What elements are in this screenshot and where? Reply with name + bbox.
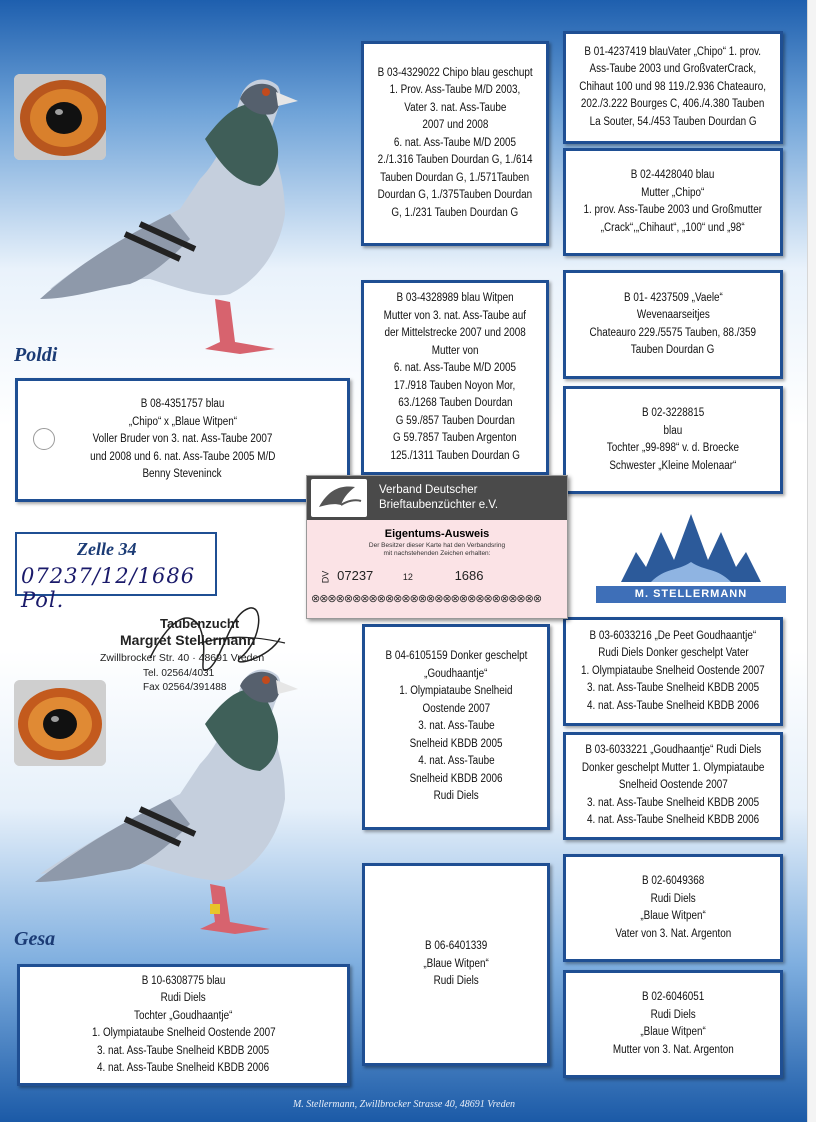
box-line: Voller Bruder von 3. nat. Ass-Taube 2007	[92, 433, 273, 446]
gesa-name: Gesa	[14, 928, 56, 950]
box-line: Mutter von 3. Nat. Argenton	[612, 1043, 734, 1056]
box-line: 3. nat. Ass-Taube Snelheid KBDB 2005	[97, 1044, 270, 1057]
box-line: 3. nat. Ass-Taube Snelheid KBDB 2005	[586, 796, 760, 809]
box-line: 6. nat. Ass-Taube M/D 2005	[393, 136, 517, 149]
box-line: blau	[663, 424, 683, 437]
box-line: Wevenaarseitjes	[636, 309, 710, 321]
stamp-line-2: Margret Stellermann	[120, 632, 256, 648]
box-line: B 06-6401339	[424, 940, 488, 953]
box-line: „Chipo“ x „Blaue Witpen“	[128, 415, 237, 428]
poldi-pigeon-illustration	[30, 74, 320, 364]
box-line: B 03-6033221 „Goudhaantje“ Rudi Diels	[585, 744, 761, 757]
box-line: „Crack“,„Chihaut“, „100“ und „98“	[600, 221, 745, 234]
gesa-pigeon-illustration	[30, 664, 320, 944]
poldi-name: Poldi	[14, 344, 58, 366]
card-org-name	[379, 483, 498, 513]
gesa-dam-box	[362, 863, 550, 1066]
box-line: Donker geschelpt Mutter 1. Olympiataube	[581, 761, 765, 774]
box-line: 17./918 Tauben Noyon Mor,	[394, 379, 516, 392]
grandparent-box-5	[563, 617, 783, 726]
box-line: Mutter von 3. nat. Ass-Taube auf	[383, 309, 527, 322]
card-org-line-1: Verband Deutscher	[379, 484, 478, 496]
box-line: 1. prov. Ass-Taube 2003 und Großmutter	[583, 204, 763, 216]
footer-address	[0, 1098, 808, 1122]
box-line: Vater von 3. Nat. Argenton	[615, 927, 731, 940]
cell-box	[15, 532, 217, 612]
gesa-sire-box	[362, 624, 550, 830]
poldi-main-box	[15, 378, 350, 502]
card-ring-year: 12	[402, 572, 413, 582]
box-line: G 59./857 Tauben Dourdan	[395, 414, 515, 427]
card-ring-number	[319, 568, 483, 583]
grandparent-box-6	[563, 732, 783, 840]
box-line: „Blaue Witpen“	[640, 1026, 706, 1038]
stamp-line-4: Tel. 02564/4031	[143, 668, 215, 679]
box-line: Snelheid Oostende 2007	[618, 779, 728, 792]
box-line: Tauben Dourdan G, 1./571Tauben	[380, 171, 530, 184]
box-line: Rudi Diels	[650, 1008, 696, 1021]
box-line: B 02-6046051	[641, 991, 705, 1003]
grandparent-box-7	[563, 854, 783, 962]
box-line: Snelheid KBDB 2005	[409, 737, 503, 750]
handwritten-ring-number: 07237/12/1686 Pol.	[21, 564, 196, 612]
grandparent-box-3	[563, 270, 783, 379]
box-line: Tochter „Goudhaantje“	[134, 1009, 233, 1022]
box-line: B 04-6105159 Donker geschelpt	[385, 650, 527, 663]
box-line: Rudi Diels Donker geschelpt Vater	[597, 647, 749, 660]
box-line: Schwester „Kleine Molenaar“	[609, 459, 737, 472]
box-line: Rudi Diels	[160, 992, 207, 1004]
box-line: B 03-4329022 Chipo blau geschupt	[377, 66, 533, 79]
box-line: B 01-4237419 blauVater „Chipo“ 1. prov.	[584, 45, 762, 58]
box-line: Tauben Dourdan G	[631, 344, 715, 356]
box-line: 2007 und 2008	[421, 119, 489, 132]
grandparent-box-4	[563, 386, 783, 494]
punch-hole	[33, 428, 55, 450]
grandparent-box-8	[563, 970, 783, 1078]
card-ring-club-number: 07237	[337, 568, 374, 583]
box-line: Rudi Diels	[433, 790, 479, 803]
box-line: 4. nat. Ass-Taube	[417, 755, 495, 768]
box-line: 1. Olympiataube Snelheid Oostende 2007	[581, 664, 765, 677]
card-subtitle-line-1: Der Besitzer dieser Karte hat den Verbandsring	[368, 542, 506, 549]
card-ring-prefix: DV	[320, 570, 331, 584]
card-subtitle-line-2: mit nachstehenden Zeichen erhalten:	[383, 550, 491, 557]
card-subtitle	[307, 542, 567, 558]
box-line: Chihaut 100 und 98 119./2.936 Chateauro,	[579, 80, 767, 93]
box-line: B 03-6033216 „De Peet Goudhaantje“	[589, 629, 757, 642]
box-line: Mutter „Chipo“	[641, 186, 705, 199]
box-line: Vater 3. nat. Ass-Taube	[403, 101, 507, 114]
box-line: 4. nat. Ass-Taube Snelheid KBDB 2006	[97, 1062, 270, 1074]
stamp-line-3: Zwillbrocker Str. 40 · 48691 Vreden	[100, 652, 265, 664]
box-line: Rudi Diels	[650, 892, 696, 905]
box-line: Chateauro 229./5575 Tauben, 88./359	[589, 326, 757, 339]
box-line: 202./3.222 Bourges C, 406./4.380 Tauben	[581, 98, 765, 111]
card-security-pattern: ⊗⊗⊗⊗⊗⊗⊗⊗⊗⊗⊗⊗⊗⊗⊗⊗⊗⊗⊗⊗⊗⊗⊗⊗⊗⊗⊗⊗	[311, 593, 542, 605]
box-line: 1. Prov. Ass-Taube M/D 2003,	[389, 84, 521, 97]
poldi-sire-box	[361, 41, 549, 246]
stamp-line-5: Fax 02564/391488	[143, 682, 227, 693]
box-line: B 10-6308775 blau	[141, 974, 226, 987]
stamp-line-1: Taubenzucht	[160, 616, 240, 631]
box-line: Tochter „99-898“ v. d. Broecke	[606, 442, 740, 454]
box-line: „Blaue Witpen“	[423, 957, 489, 970]
box-line: Dourdan G, 1./375Tauben Dourdan	[377, 189, 533, 202]
box-line: 3. nat. Ass-Taube	[417, 720, 495, 733]
box-line: 125./1311 Tauben Dourdan G	[390, 449, 520, 462]
box-line: B 08-4351757 blau	[140, 398, 225, 411]
box-line: B 02-3228815	[641, 407, 705, 419]
box-line: 1. Olympiataube Snelheid	[399, 685, 513, 698]
box-line: Benny Steveninck	[142, 468, 223, 481]
box-line: Mutter von	[431, 344, 479, 357]
box-line: B 03-4328989 blau Witpen	[396, 292, 514, 304]
box-line: B 02-4428040 blau	[631, 169, 715, 181]
box-line: „Goudhaantje“	[424, 667, 488, 680]
box-line: Ass-Taube 2003 und GroßvaterCrack,	[589, 63, 757, 76]
box-line: G, 1./231 Tauben Dourdan G	[391, 206, 519, 219]
box-line: 2./1.316 Tauben Dourdan G, 1./614	[377, 154, 533, 167]
box-line: B 02-6049368	[641, 875, 705, 887]
card-ring-serial: 1686	[454, 568, 484, 583]
box-line: B 01- 4237509 „Vaele“	[623, 291, 723, 304]
logo-text: M. STELLERMANN	[596, 586, 786, 603]
box-line: „Blaue Witpen“	[640, 910, 706, 922]
card-title: Eigentums-Ausweis	[384, 528, 490, 540]
grandparent-box-1	[563, 31, 783, 144]
page-edge	[807, 0, 816, 1122]
stellermann-logo	[596, 512, 786, 604]
box-line: 4. nat. Ass-Taube Snelheid KBDB 2006	[586, 814, 760, 827]
card-org-line-2: Brieftaubenzüchter e.V.	[379, 499, 499, 511]
crown-emblem-icon	[616, 512, 766, 588]
ownership-card	[306, 475, 568, 619]
footer-line-1: M. Stellermann, Zwillbrocker Strasse 40, 48691 Vreden	[292, 1099, 516, 1110]
box-line: La Souter, 54./453 Tauben Dourdan G	[589, 115, 757, 128]
grandparent-box-2	[563, 148, 783, 256]
box-line: Rudi Diels	[433, 975, 479, 988]
box-line: Snelheid KBDB 2006	[409, 772, 503, 785]
box-line: der Mittelstrecke 2007 und 2008	[384, 327, 526, 339]
dove-logo-icon	[311, 479, 367, 517]
poldi-dam-box	[361, 280, 549, 475]
box-line: G 59.7857 Tauben Argenton	[393, 432, 517, 444]
cell-title: Zelle 34	[77, 539, 137, 559]
box-line: Oostende 2007	[422, 702, 490, 715]
gesa-main-box	[17, 964, 350, 1086]
box-line: 3. nat. Ass-Taube Snelheid KBDB 2005	[586, 682, 760, 695]
box-line: 4. nat. Ass-Taube Snelheid KBDB 2006	[586, 699, 760, 712]
box-line: 1. Olympiataube Snelheid Oostende 2007	[91, 1027, 276, 1039]
box-line: 63./1268 Tauben Dourdan	[397, 397, 513, 409]
breeder-stamp	[100, 598, 300, 698]
box-line: und 2008 und 6. nat. Ass-Taube 2005 M/D	[89, 450, 276, 463]
box-line: 6. nat. Ass-Taube M/D 2005	[393, 362, 517, 374]
card-header	[307, 476, 567, 520]
